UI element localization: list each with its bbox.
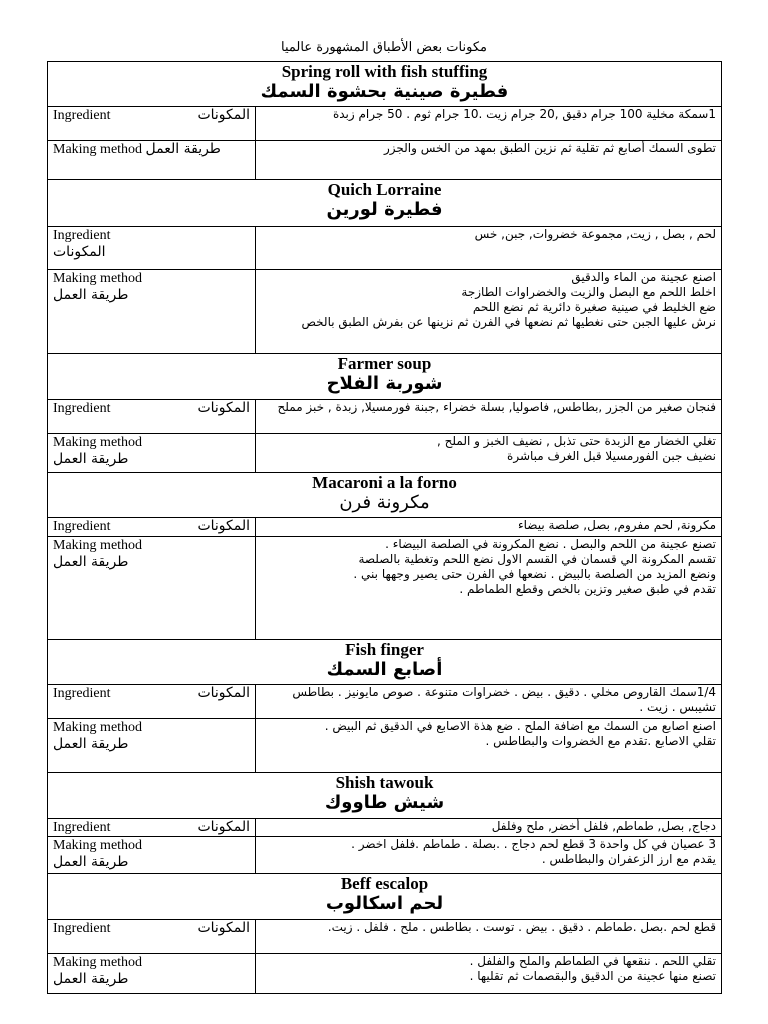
- recipe-name-en: Farmer soup: [337, 354, 432, 373]
- recipe-header-row: [48, 640, 722, 685]
- ingredient-label-en: Ingredient: [53, 921, 111, 936]
- ingredient-label-cell: [48, 920, 256, 954]
- method-line: تقلي اللحم . ننقعها في الطماطم والملح والفلفل .: [469, 954, 716, 968]
- ingredient-label-en: Ingredient: [53, 686, 111, 701]
- recipe-header-row: [48, 473, 722, 518]
- ingredient-row: [48, 107, 722, 141]
- recipe-name-ar: فطيرة صينية بحشوة السمك: [260, 81, 509, 102]
- method-label-cell: [48, 270, 256, 354]
- recipe-header-row: [48, 180, 722, 227]
- method-label-cell: [48, 141, 256, 180]
- ingredient-label-cell: [48, 819, 256, 837]
- method-row: [48, 719, 722, 773]
- recipe-name-en: Spring roll with fish stuffing: [281, 62, 488, 81]
- method-cell: [256, 434, 722, 473]
- ingredient-row: [48, 518, 722, 537]
- method-label-ar: طريقة العمل: [53, 287, 129, 303]
- ingredients-cell: 1سمكة مخلية 100 جرام دقيق ,20 جرام زيت .10 جرام ثوم . 50 جرام زبدة: [256, 107, 722, 141]
- method-label-en: Making method: [53, 538, 143, 553]
- recipe-header: [48, 473, 722, 518]
- recipe-name-ar: أصابع السمك: [326, 659, 443, 680]
- recipe-name-ar: فطيرة لورين: [326, 199, 443, 220]
- recipe-header-row: [48, 773, 722, 819]
- recipe-name-ar: مكرونة فرن: [339, 492, 430, 513]
- recipe-name-en: Quich Lorraine: [327, 180, 442, 199]
- ingredient-label-en: Ingredient: [53, 108, 111, 123]
- method-label-cell: [48, 719, 256, 773]
- ingredient-label-cell: [48, 518, 256, 537]
- method-line: يقدم مع ارز الزعفران والبطاطس .: [541, 852, 716, 866]
- method-line: اخلط اللحم مع البصل والزيت والخضراوات الطازجة: [461, 285, 716, 299]
- method-line: نضيف جبن الفورمسيلا قبل الغرف مباشرة: [507, 449, 716, 463]
- method-label-cell: [48, 537, 256, 640]
- ingredient-label-cell: [48, 227, 256, 270]
- method-label-ar: طريقة العمل: [53, 854, 129, 870]
- method-cell: [256, 537, 722, 640]
- recipes-table: [47, 61, 722, 994]
- method-cell: [256, 141, 722, 180]
- ingredient-label-en: Ingredient: [53, 820, 111, 835]
- method-line: تقدم في طبق صغير وتزين بالخص وقطع الطماطم .: [459, 582, 716, 596]
- method-line: اصنع اصابع من السمك مع اضافة الملح . ضع هذة الاصابع في الدقيق ثم البيض .: [324, 719, 716, 733]
- recipe-header: [48, 773, 722, 819]
- method-label-en: Making method: [53, 838, 143, 853]
- ingredient-label-cell: [48, 400, 256, 434]
- recipe-name-en: Beff escalop: [340, 874, 429, 893]
- method-row: [48, 537, 722, 640]
- ingredient-row: [48, 400, 722, 434]
- ingredient-label-ar: المكونات: [197, 819, 250, 835]
- ingredients-cell: 1/4سمك القاروص مخلي . دقيق . بيض . خضراوات متنوعة . صوص مايونيز . بطاطس تشيبس . زيت .: [256, 685, 722, 719]
- method-row: [48, 837, 722, 874]
- method-label-cell: [48, 954, 256, 994]
- ingredient-label-ar: المكونات: [197, 518, 250, 534]
- recipe-name-ar: شوربة الفلاح: [326, 373, 443, 394]
- method-cell: [256, 837, 722, 874]
- method-cell: [256, 270, 722, 354]
- recipe-header: [48, 62, 722, 107]
- recipe-name-ar: لحم اسكالوب: [325, 893, 444, 914]
- method-line: نرش عليها الجبن حتى نغطيها ثم نضعها في الفرن ثم نزينها عن بفرش الطبق بالخص: [301, 315, 716, 329]
- method-cell: [256, 719, 722, 773]
- method-line: تصنع عجينة من اللحم والبصل . نضع المكرونة في الصلصة البيضاء .: [385, 537, 716, 551]
- method-label-en: Making method: [53, 720, 143, 735]
- method-row: [48, 954, 722, 994]
- ingredient-label-cell: [48, 107, 256, 141]
- method-line: تقسم المكرونة الي قسمان في القسم الاول نضع اللحم وتغطية بالصلصة: [358, 552, 716, 566]
- recipe-name-en: Macaroni a la forno: [312, 473, 457, 492]
- method-label-cell: [48, 434, 256, 473]
- ingredient-label-ar: المكونات: [197, 685, 250, 701]
- method-label-ar: طريقة العمل: [145, 141, 221, 157]
- recipe-header: [48, 354, 722, 400]
- ingredient-label-cell: [48, 685, 256, 719]
- document-title: مكونات بعض الأطباق المشهورة عالميا: [281, 40, 487, 55]
- method-label-ar: طريقة العمل: [53, 971, 129, 987]
- ingredient-label-ar: المكونات: [197, 920, 250, 936]
- method-line: ضع الخليط في صينية صغيرة دائرية ثم نضع اللحم: [472, 300, 716, 314]
- method-label-cell: [48, 837, 256, 874]
- method-line: اصنع عجينة من الماء والدقيق: [571, 270, 716, 284]
- method-label-ar: طريقة العمل: [53, 451, 129, 467]
- ingredient-row: [48, 227, 722, 270]
- ingredient-row: [48, 819, 722, 837]
- ingredient-label-ar: المكونات: [197, 107, 250, 123]
- ingredients-cell: فنجان صغير من الجزر ,بطاطس, فاصوليا, بسلة خضراء ,جبنة فورمسيلا, زبدة , خبز مملح: [256, 400, 722, 434]
- ingredient-label-ar: المكونات: [197, 400, 250, 416]
- method-label-en: Making method: [53, 271, 143, 286]
- method-line: 3 عصيان في كل واحدة 3 قطع لحم دجاج . .بصلة . طماطم .فلفل اخضر .: [351, 837, 716, 851]
- method-label-en: Making method: [53, 955, 143, 970]
- recipe-header-row: [48, 874, 722, 920]
- recipe-header-row: [48, 354, 722, 400]
- ingredient-label-ar: المكونات: [53, 244, 106, 260]
- ingredient-row: [48, 685, 722, 719]
- recipe-header: [48, 180, 722, 227]
- ingredients-cell: دجاج, بصل, طماطم, فلفل أخضر, ملح وفلفل: [256, 819, 722, 837]
- method-line: تصنع منها عجينة من الدقيق والبقصمات ثم تقليها .: [469, 969, 716, 983]
- recipe-name-en: Fish finger: [345, 640, 424, 659]
- method-line: تطوى السمك أصابع ثم تقلية ثم نزين الطبق بمهد من الخس والجزر: [383, 141, 716, 155]
- method-label-ar: طريقة العمل: [53, 736, 129, 752]
- method-label-en: Making method: [53, 435, 143, 450]
- recipe-header-row: [48, 62, 722, 107]
- method-row: [48, 270, 722, 354]
- ingredient-label-en: Ingredient: [53, 228, 111, 243]
- recipe-name-en: Shish tawouk: [335, 773, 434, 792]
- method-label-ar: طريقة العمل: [53, 554, 129, 570]
- recipe-header: [48, 874, 722, 920]
- method-line: تقلي الاصابع .تقدم مع الخضروات والبطاطس .: [485, 734, 716, 748]
- ingredient-label-en: Ingredient: [53, 401, 111, 416]
- ingredients-cell: قطع لحم .بصل .طماطم . دقيق . بيض . توست . بطاطس . ملح . فلفل . زيت.: [256, 920, 722, 954]
- method-row: [48, 141, 722, 180]
- method-line: تغلي الخضار مع الزبدة حتى تذبل , نضيف الخبز و الملح ,: [437, 434, 716, 448]
- ingredient-row: [48, 920, 722, 954]
- method-line: ونضع المزيد من الصلصة بالبيض . نضعها في الفرن حتى يصير وجهها بني .: [353, 567, 716, 581]
- method-row: [48, 434, 722, 473]
- method-label-en: Making method: [53, 142, 143, 157]
- recipe-header: [48, 640, 722, 685]
- ingredient-label-en: Ingredient: [53, 519, 111, 534]
- recipe-name-ar: شيش طاووك: [324, 792, 445, 813]
- ingredients-cell: مكرونة, لحم مفروم, بصل, صلصة بيضاء: [256, 518, 722, 537]
- method-cell: [256, 954, 722, 994]
- ingredients-cell: لحم , بصل , زيت, مجموعة خضروات, جبن, خس: [256, 227, 722, 270]
